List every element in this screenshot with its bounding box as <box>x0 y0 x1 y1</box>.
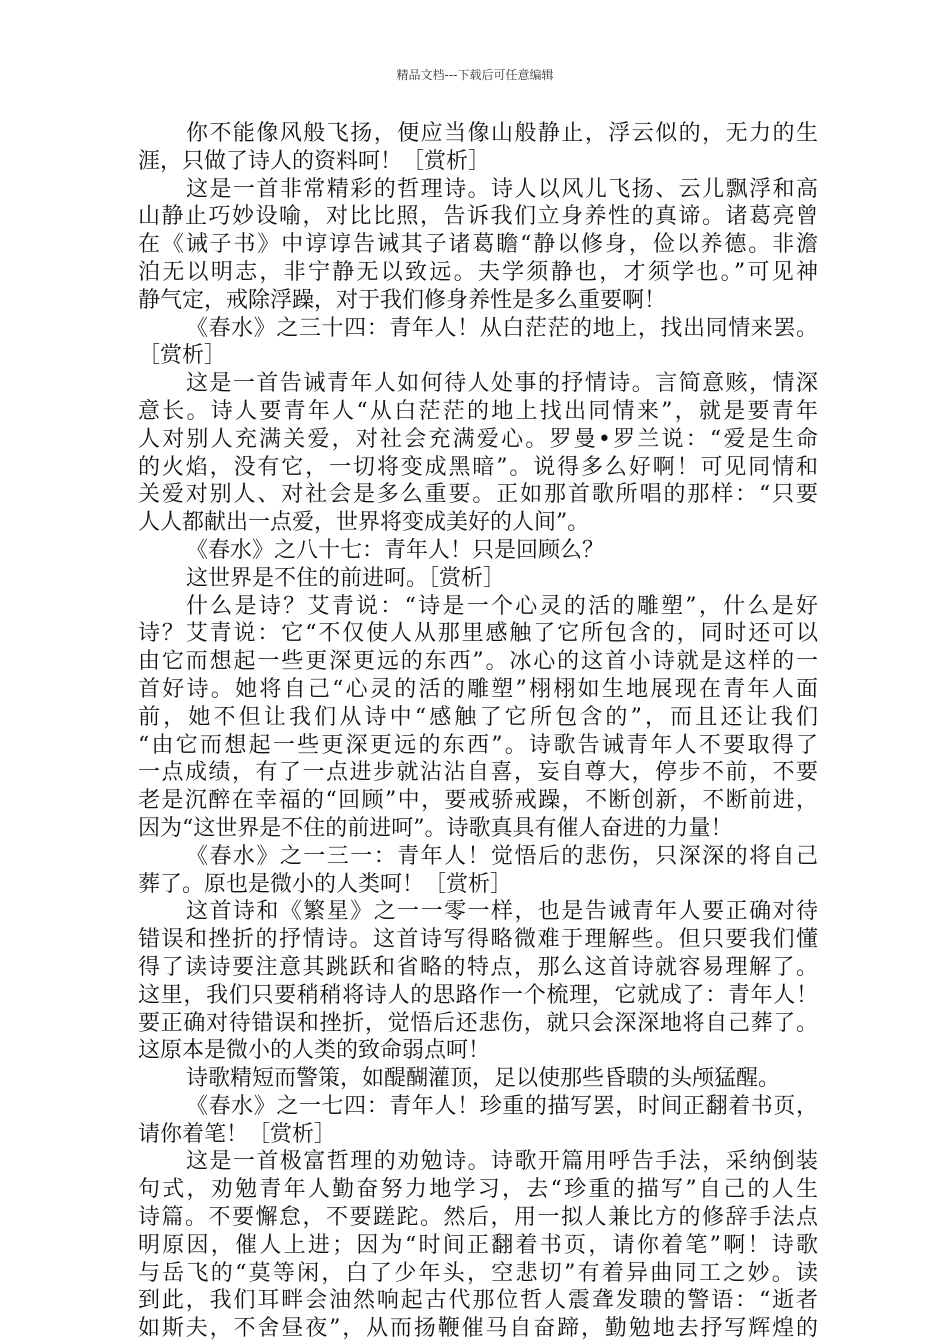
text-line: 这是一首非常精彩的哲理诗。诗人以风儿飞扬、云儿飘浮和高 <box>186 176 818 202</box>
text-line: 泊无以明志，非宁静无以致远。夫学须静也，才须学也。”可见神 <box>138 259 818 285</box>
text-line: 一点成绩，有了一点进步就沾沾自喜，妄自尊大，停步不前，不要 <box>138 760 818 786</box>
text-line: 在《诫子书》中谆谆告诫其子诸葛瞻“静以修身，俭以养德。非澹 <box>138 232 818 258</box>
text-line: 错误和挫折的抒情诗。这首诗写得略微难于理解些。但只要我们懂 <box>138 927 818 953</box>
text-line: 这里，我们只要稍稍将诗人的思路作一个梳理，它就成了：青年人！ <box>138 982 818 1008</box>
text-line: 人人都献出一点爱，世界将变成美好的人间”。 <box>138 510 590 536</box>
text-line: 因为“这世界是不住的前进呵”。诗歌真具有催人奋进的力量！ <box>138 815 733 841</box>
text-line: 山静止巧妙设喻，对比比照，告诉我们立身养性的真谛。诸葛亮曾 <box>138 204 818 230</box>
text-line: 涯，只做了诗人的资料呵！［赏析］ <box>138 148 491 174</box>
page-header: 精品文档---下载后可任意编辑 <box>396 68 554 82</box>
text-line: 诗篇。不要懈怠，不要蹉跎。然后，用一拟人兼比方的修辞手法点 <box>138 1205 818 1231</box>
text-line: 如斯夫，不舍昼夜”，从而扬鞭催马自奋蹄，勤勉地去抒写辉煌的 <box>138 1316 818 1342</box>
text-line: 意长。诗人要青年人“从白茫茫的地上找出同情来”，就是要青年 <box>138 398 818 424</box>
text-line: 这是一首告诫青年人如何待人处事的抒情诗。言简意赅，情深 <box>186 371 818 397</box>
text-line: 得了读诗要注意其跳跃和省略的特点，那么这首诗就容易理解了。 <box>138 954 818 980</box>
text-line: 人对别人充满关爱，对社会充满爱心。罗曼•罗兰说：“爱是生命 <box>138 426 818 452</box>
text-line: 诗歌精短而警策，如醍醐灌顶，足以使那些昏聩的头颅猛醒。 <box>186 1066 781 1092</box>
text-line: 静气定，戒除浮躁，对于我们修身养性是多么重要啊！ <box>138 287 667 313</box>
text-line: 由它而想起一些更深更远的东西”。冰心的这首小诗就是这样的一 <box>138 649 818 675</box>
text-line: 《春水》之一三一：青年人！觉悟后的悲伤，只深深的将自己 <box>186 843 818 869</box>
text-line: 到此，我们耳畔会油然响起古代那位哲人震聋发聩的警语：“逝者 <box>138 1288 818 1314</box>
text-line: ［赏析］ <box>138 343 227 369</box>
text-line: 请你着笔！［赏析］ <box>138 1121 337 1147</box>
text-line: 这首诗和《繁星》之一一零一样，也是告诫青年人要正确对待 <box>186 899 818 925</box>
text-line: 这是一首极富哲理的劝勉诗。诗歌开篇用呼告手法，采纳倒装 <box>186 1149 818 1175</box>
text-line: 《春水》之一七四：青年人！珍重的描写罢，时间正翻着书页， <box>186 1093 818 1119</box>
text-line: 《春水》之八十七：青年人！只是回顾么？ <box>186 537 605 563</box>
text-line: 的火焰，没有它，一切将变成黑暗”。说得多么好啊！可见同情和 <box>138 454 818 480</box>
text-line: 《春水》之三十四：青年人！从白茫茫的地上，找出同情来罢。 <box>186 315 818 341</box>
text-line: “由它而想起一些更深更远的东西”。诗歌告诫青年人不要取得了 <box>138 732 818 758</box>
text-line: 句式，劝勉青年人勤奋努力地学习，去“珍重的描写”自己的人生 <box>138 1177 818 1203</box>
text-line: 什么是诗？艾青说：“诗是一个心灵的活的雕塑”，什么是好 <box>186 593 818 619</box>
text-line: 与岳飞的“莫等闲，白了少年头，空悲切”有着异曲同工之妙。读 <box>138 1260 818 1286</box>
text-line: 前，她不但让我们从诗中“感触了它所包含的”，而且还让我们 <box>138 704 818 730</box>
text-line: 首好诗。她将自己“心灵的活的雕塑”栩栩如生地展现在青年人面 <box>138 676 818 702</box>
text-line: 你不能像风般飞扬，便应当像山般静止，浮云似的，无力的生 <box>186 121 818 146</box>
text-line: 要正确对待错误和挫折，觉悟后还悲伤，就只会深深地将自己葬了。 <box>138 1010 818 1036</box>
text-line: 老是沉醉在幸福的“回顾”中，要戒骄戒躁，不断创新，不断前进， <box>138 788 818 814</box>
text-line: 明原因，催人上进；因为“时间正翻着书页，请你着笔”啊！诗歌 <box>138 1232 818 1258</box>
text-line: 这世界是不住的前进呵。［赏析］ <box>186 565 506 591</box>
text-line: 这原本是微小的人类的致命弱点呵！ <box>138 1038 491 1064</box>
text-line: 关爱对别人、对社会是多么重要。正如那首歌所唱的那样：“只要 <box>138 482 818 508</box>
document-body <box>138 120 818 1343</box>
text-line: 葬了。原也是微小的人类呵！［赏析］ <box>138 871 513 897</box>
text-line: 诗？艾青说：它“不仅使人从那里感触了它所包含的，同时还可以 <box>138 621 818 647</box>
